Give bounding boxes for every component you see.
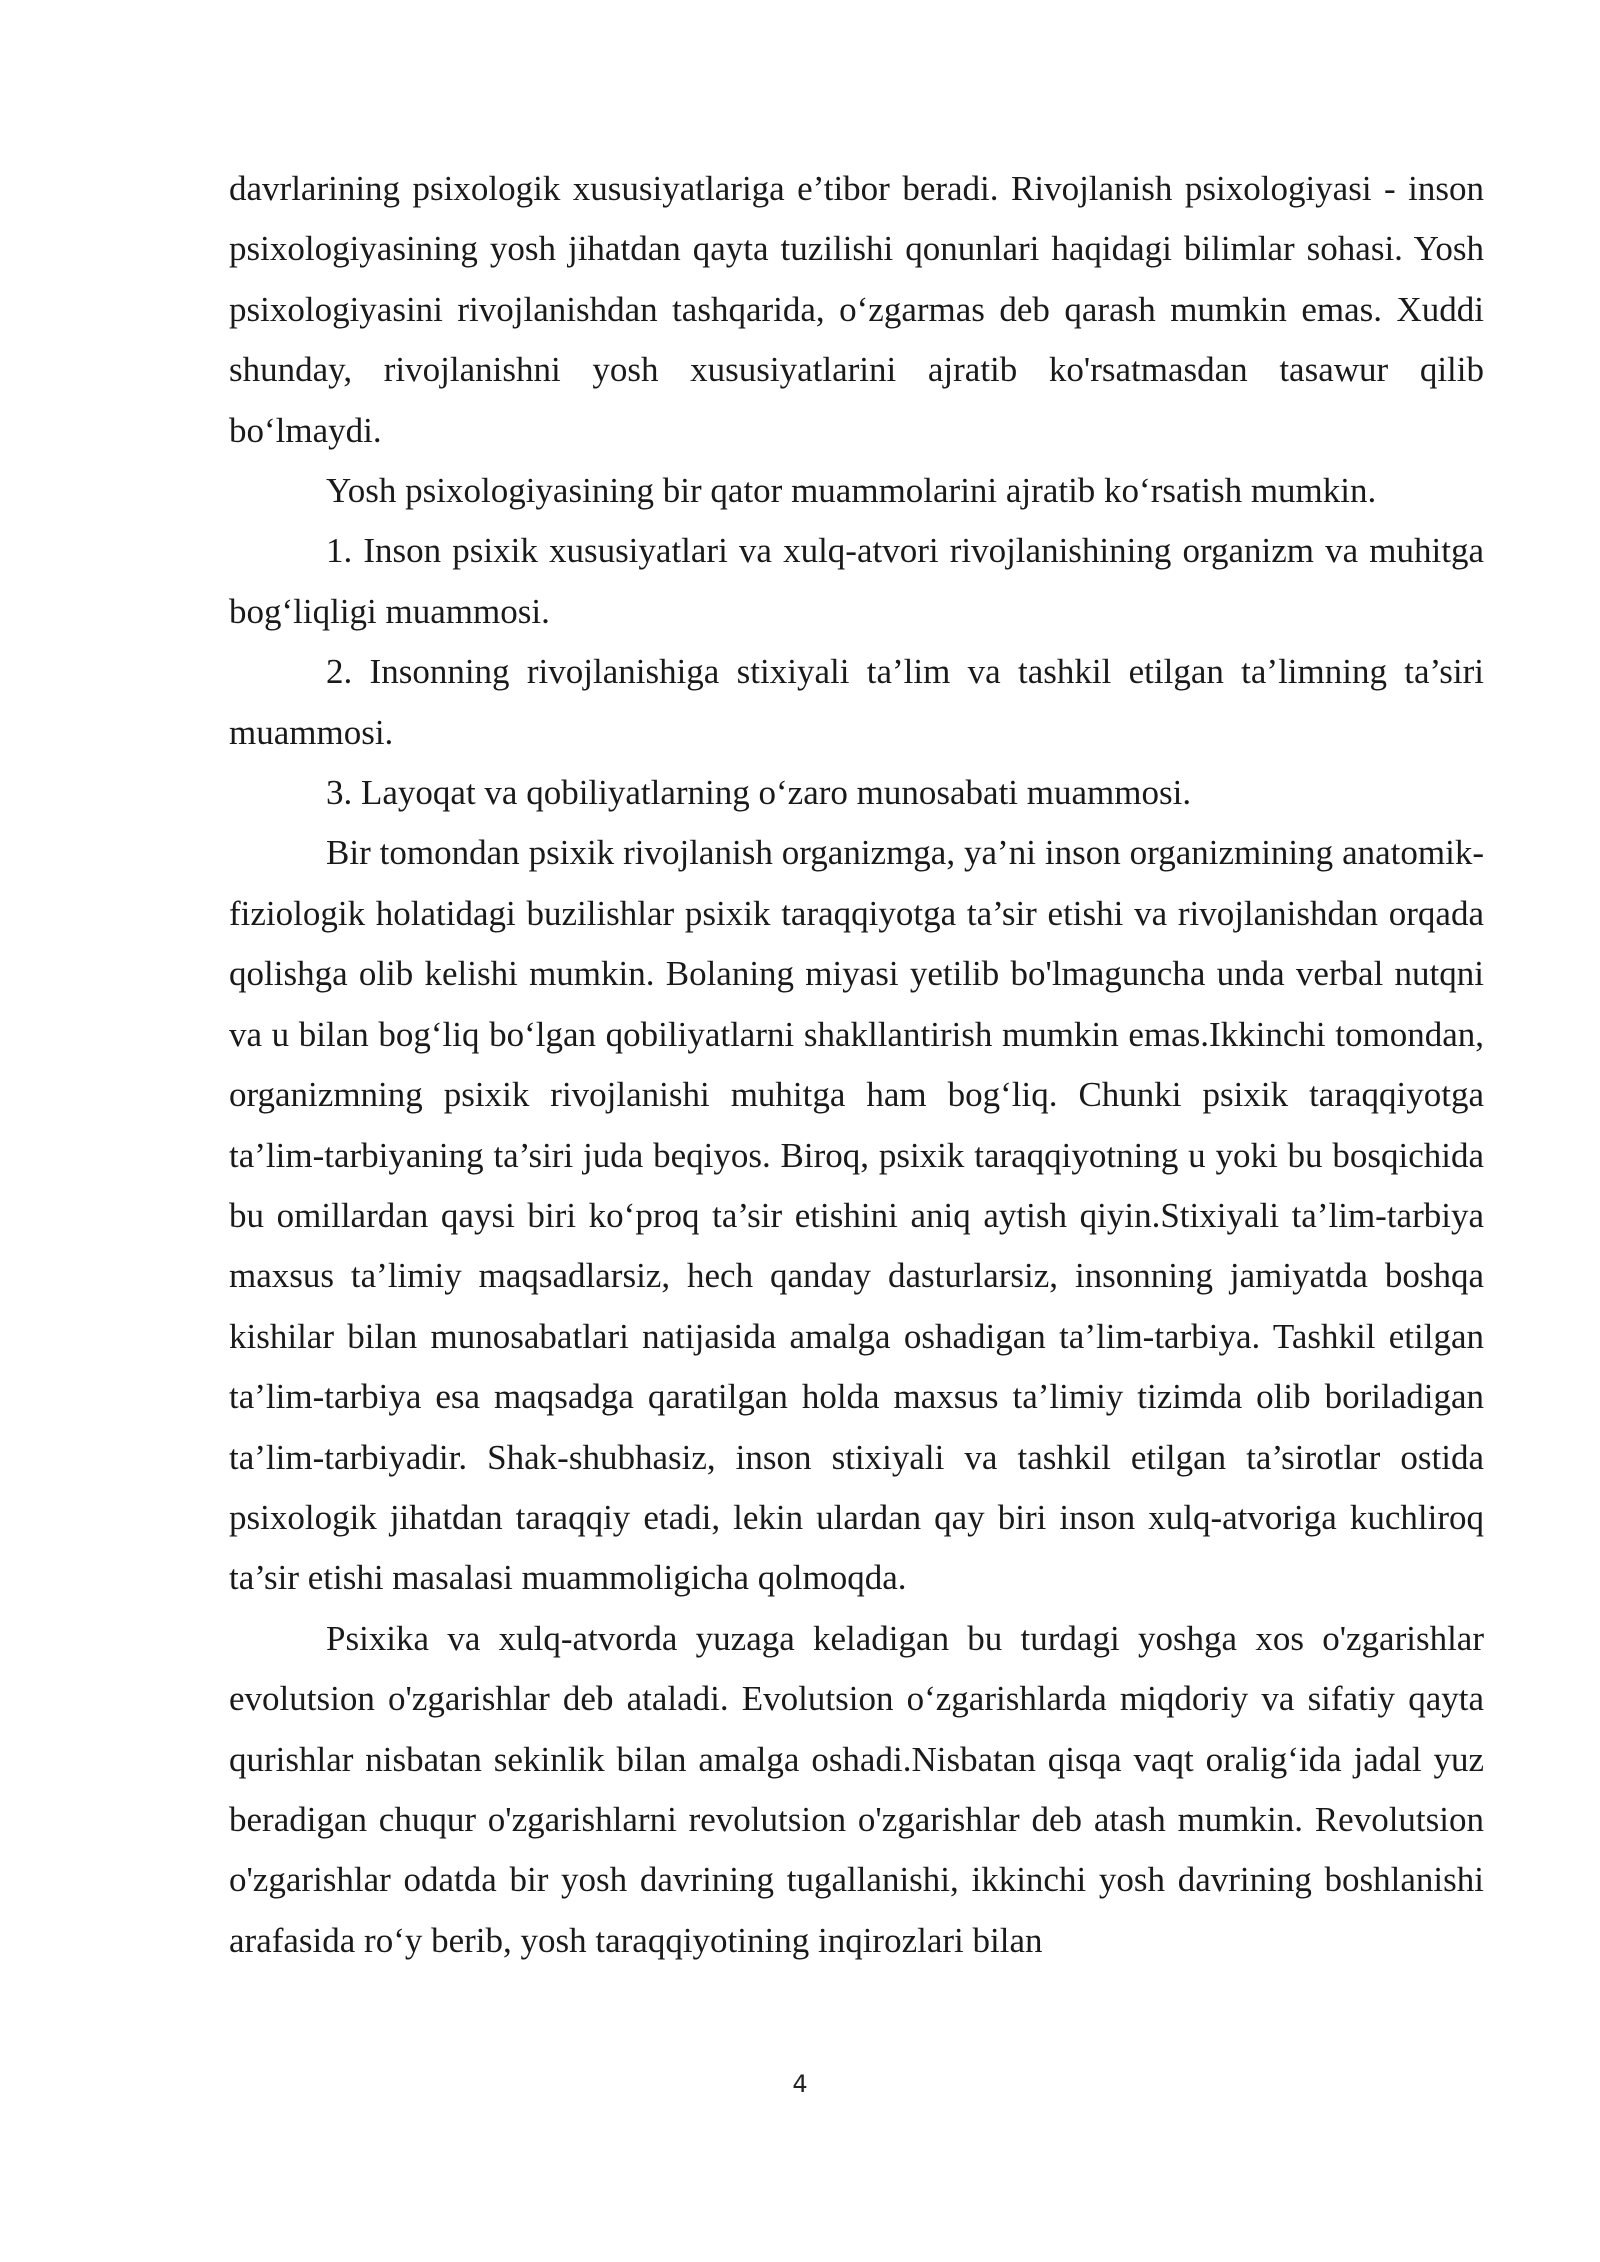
- paragraph-problems-intro: Yosh psixologiyasining bir qator muammolarini ajratib ko‘rsatish mumkin.: [326, 471, 1377, 511]
- list-item-problem-1: 1. Inson psixik xususiyatlari va xulq-atvori rivojlanishining organizm va muhitga bog‘liqligi muammosi.: [229, 531, 1484, 631]
- list-item-problem-2: 2. Insonning rivojlanishiga stixiyali ta’lim va tashkil etilgan ta’limning ta’siri muammosi.: [229, 652, 1484, 752]
- page-number: 4: [792, 2070, 808, 2098]
- paragraph-evolutionary-changes: Psixika va xulq-atvorda yuzaga keladigan bu turdagi yoshga xos o'zgarishlar evolutsion o'zgarishlar deb ataladi. Evolutsion o‘zgarishlarda miqdoriy va sifatiy qayta qurishlar nisbatan sekinlik bilan amalga oshadi.Nisbatan qisqa vaqt oralig‘ida jadal yuz beradigan chuqur o'zgarishlarni revolutsion o'zgarishlar deb atash mumkin. Revolutsion o'zgarishlar odatda bir yosh davrining tugallanishi, ikkinchi yosh davrining boshlanishi arafasida ro‘y berib, yosh taraqqiyotining inqirozlari bilan: [229, 1618, 1484, 1960]
- paragraph-continuation: davrlarining psixologik xususiyatlariga e’tibor beradi. Rivojlanish psixologiyasi - inson psixologiyasining yosh jihatdan qayta tuzilishi qonunlari haqidagi bilimlar sohasi. Yosh psixologiyasini rivojlanishdan tashqarida, o‘zgarmas deb qarash mumkin emas. Xuddi shunday, rivojlanishni yosh xususiyatlarini ajratib ko'rsatmasdan tasawur qilib bo‘lmaydi.: [229, 169, 1484, 450]
- paragraph-development-factors: Bir tomondan psixik rivojlanish organizmga, ya’ni inson organizmining anatomik-fiziologik holatidagi buzilishlar psixik taraqqiyotga ta’sir etishi va rivojlanishdan orqada qolishga olib kelishi mumkin. Bolaning miyasi yetilib bo'lmaguncha unda verbal nutqni va u bilan bog‘liq bo‘lgan qobiliyatlarni shakllantirish mumkin emas.Ikkinchi tomondan, organizmning psixik rivojlanishi muhitga ham bog‘liq. Chunki psixik taraqqiyotga ta’lim-tarbiyaning ta’siri juda beqiyos. Biroq, psixik taraqqiyotning u yoki bu bosqichida bu omillardan qaysi biri ko‘proq ta’sir etishini aniq aytish qiyin.Stixiyali ta’lim-tarbiya maxsus ta’limiy maqsadlarsiz, hech qanday dasturlarsiz, insonning jamiyatda boshqa kishilar bilan munosabatlari natijasida amalga oshadigan ta’lim-tarbiya. Tashkil etilgan ta’lim-tarbiya esa maqsadga qaratilgan holda maxsus ta’limiy tizimda olib boriladigan ta’lim-tarbiyadir. Shak-shubhasiz, inson stixiyali va tashkil etilgan ta’sirotlar ostida psixologik jihatdan taraqqiy etadi, lekin ulardan qay biri inson xulq-atvoriga kuchliroq ta’sir etishi masalasi muammoligicha qolmoqda.: [229, 833, 1484, 1598]
- body-text: [229, 159, 1484, 1971]
- list-item-problem-3: 3. Layoqat va qobiliyatlarning o‘zaro munosabati muammosi.: [326, 773, 1192, 813]
